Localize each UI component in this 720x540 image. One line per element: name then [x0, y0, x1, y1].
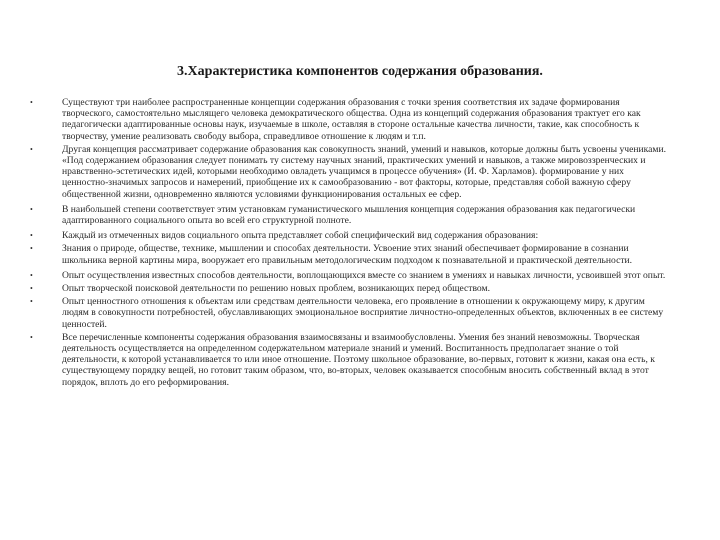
list-item	[30, 296, 670, 330]
list-item-text: Все перечисленные компоненты содержания образования взаимосвязаны и взаимообусловлены. Умения без знаний невозможны. Творческая деятельность осуществляется на определенном содержательном материале знаний и умений. Воспитанность предполагает знание о той деятельности, к которой устанавливается то или иное отношение. Поэтому школьное образование, во-первых, готовит к жизни, какая она есть, к существующему порядку вещей, но готовит таким образом, что, во-вторых, человек оказывается способным вносить собственный вклад в этот порядок, вплоть до его реформирования.	[62, 331, 655, 388]
bullet-icon: •	[30, 204, 33, 214]
bullet-icon: •	[30, 144, 33, 154]
bullet-icon: •	[30, 231, 33, 241]
list-item	[30, 97, 670, 142]
list-item	[30, 204, 670, 226]
list-item	[30, 270, 670, 281]
list-item	[30, 144, 670, 200]
list-item-text: Опыт осуществления известных способов деятельности, воплощающихся вместе со знанием в умениях и навыках личности, усвоившей этот опыт.	[62, 269, 666, 281]
list-item-text: Знания о природе, обществе, технике, мышлении и способах деятельности. Усвоение этих знаний обеспечивает формирование в сознании школьника верной картины мира, вооружает его правильным методологическим подходом к познавательной и практической деятельности.	[62, 243, 633, 266]
list-item-text: Опыт ценностного отношения к объектам или средствам деятельности человека, его проявление в отношении к окружающему миру, к другим людям в совокупности потребностей, обуславливающих эмоциональное восприятие личностно-определенных объектов, включенных в ее систему ценностей.	[62, 296, 664, 330]
bullet-icon: •	[30, 332, 33, 342]
bullet-list	[30, 97, 670, 388]
list-item	[30, 243, 670, 265]
list-item-text: Другая концепция рассматривает содержание образования как совокупность знаний, умений и навыков, которые должны быть усвоены учениками. «Под содержанием образования следует понимать ту систему научных знаний, практических умений и навыков, а также мировоззренческих и нравственно-эстетических идей, которыми необходимо овладеть учащимся в процессе обучения» (И. Ф. Харламов). формирование у них ценностно-значимых запросов и намерений, приобщение их к самообразованию - вот факторы, которые, представляя собой важную сферу общественной жизни, одновременно являются условиями функционирования остальных ее сфер.	[62, 143, 667, 200]
list-item-text: В наибольшей степени соответствует этим установкам гуманистического мышления концепция содержания образования как педагогически адаптированного социального опыта во всей его структурной полноте.	[62, 203, 636, 227]
bullet-icon: •	[30, 297, 33, 307]
slide-title: 3.Характеристика компонентов содержания образования.	[177, 64, 543, 79]
list-item-text: Каждый из отмеченных видов социального опыта представляет собой специфический вид содержания образования:	[62, 230, 539, 242]
bullet-icon: •	[30, 284, 33, 294]
list-item	[30, 230, 670, 241]
bullet-icon: •	[30, 270, 33, 280]
list-item	[30, 283, 670, 294]
list-item-text: Опыт творческой поисковой деятельности по решению новых проблем, возникающих перед обществом.	[62, 283, 490, 295]
list-item-text: Существуют три наиболее распространенные концепции содержания образования с точки зрения соответствия их задаче формирования творческого, самостоятельно мыслящего человека демократического общества. Одна из концепций содержания образования трактует его как педагогически адаптированные основы наук, изучаемые в школе, оставляя в стороне остальные качества личности, такие, как способность к творчеству, умение реализовать свободу выбора, справедливое отношение к людям и т.п.	[62, 97, 641, 142]
bullet-icon: •	[30, 98, 33, 107]
list-item	[30, 332, 670, 388]
bullet-icon: •	[30, 244, 33, 254]
